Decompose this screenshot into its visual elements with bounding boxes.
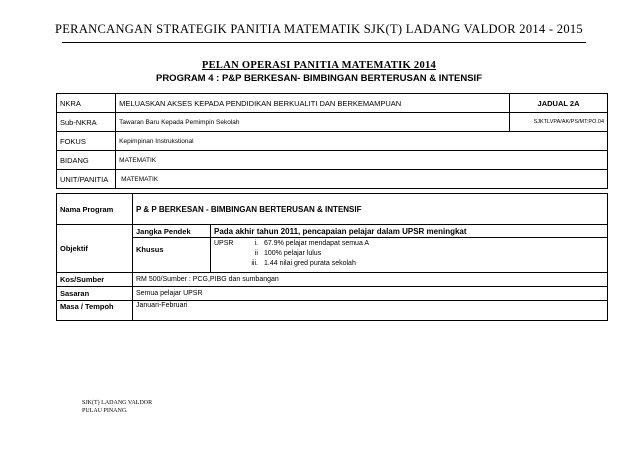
upsr-target-2: iii. 1.44 nilai gred purata sekolah: [251, 260, 356, 267]
footer-school: SJK(T) LADANG VALDOR: [82, 400, 153, 406]
document-code: SJKTLVPA/AK/PS/MT:PO.04: [510, 113, 608, 132]
jangka-label: Jangka Pendek: [133, 225, 211, 238]
unit-row: [57, 170, 608, 189]
masa-label: Masa / Tempoh: [57, 301, 133, 321]
upsr-target-1: ii 100% pelajar lulus: [254, 250, 322, 257]
subnkra-label: Sub-NKRA: [57, 113, 116, 132]
khusus-label: Khusus: [136, 245, 164, 254]
nama-label: Nama Program: [57, 194, 133, 225]
nkra-row: [57, 94, 608, 113]
unit-value: MATEMATIK: [116, 170, 608, 189]
nama-row: [57, 194, 608, 225]
page-footer: [82, 399, 152, 415]
program-title: PROGRAM 4 : P&P BERKESAN- BIMBINGAN BERTERUSAN & INTENSIF: [155, 73, 482, 84]
nkra-label: NKRA: [57, 94, 116, 113]
nkra-value: MELUASKAN AKSES KEPADA PENDIDIKAN BERKUALITI DAN BERKEMAMPUAN: [116, 94, 510, 113]
unit-label: UNIT/PANITIA: [57, 170, 116, 189]
masa-value: Januari-Februari: [133, 301, 608, 321]
upsr-label: UPSR: [214, 240, 234, 247]
jangka-row: [57, 225, 608, 238]
sasaran-value: Semua pelajar UPSR: [133, 287, 608, 301]
footer-state: PULAU PINANG.: [82, 408, 128, 414]
header-rule: [62, 42, 586, 43]
page-header: PERANCANGAN STRATEGIK PANITIA MATEMATIK SJK(T) LADANG VALDOR 2014 - 2015: [55, 22, 583, 36]
program-table: [56, 193, 608, 321]
subnkra-row: [57, 113, 608, 132]
nama-value: P & P BERKESAN - BIMBINGAN BERTERUSAN & INTENSIF: [133, 194, 608, 225]
upsr-target-0: UPSR i. 67.9% pelajar mendapat semua A: [214, 240, 370, 247]
fokus-row: [57, 132, 608, 151]
jangka-value: Pada akhir tahun 2011, pencapaian pelajar dalam UPSR meningkat: [211, 225, 608, 238]
bidang-value: MATEMATIK: [116, 151, 608, 170]
jadual-label: JADUAL 2A: [510, 94, 608, 113]
bidang-row: [57, 151, 608, 170]
sasaran-row: [57, 287, 608, 301]
bidang-label: BIDANG: [57, 151, 116, 170]
subnkra-value: Tawaran Baru Kepada Pemimpin Sekolah: [116, 113, 510, 132]
kos-row: [57, 273, 608, 287]
kos-label: Kos/Sumber: [57, 273, 133, 287]
fokus-label: FOKUS: [57, 132, 116, 151]
upsr-cell: [211, 238, 608, 273]
document-title: PELAN OPERASI PANITIA MATEMATIK 2014: [201, 60, 437, 71]
kos-value: RM 500/Sumber : PCG,PIBG dan sumbangan: [133, 273, 608, 287]
info-table: [56, 93, 608, 189]
khusus-row: [57, 238, 608, 273]
objektif-label: Objektif: [57, 225, 133, 273]
sasaran-label: Sasaran: [57, 287, 133, 301]
fokus-value: Kepimpinan Instrukstional: [116, 132, 608, 151]
masa-row: [57, 301, 608, 321]
